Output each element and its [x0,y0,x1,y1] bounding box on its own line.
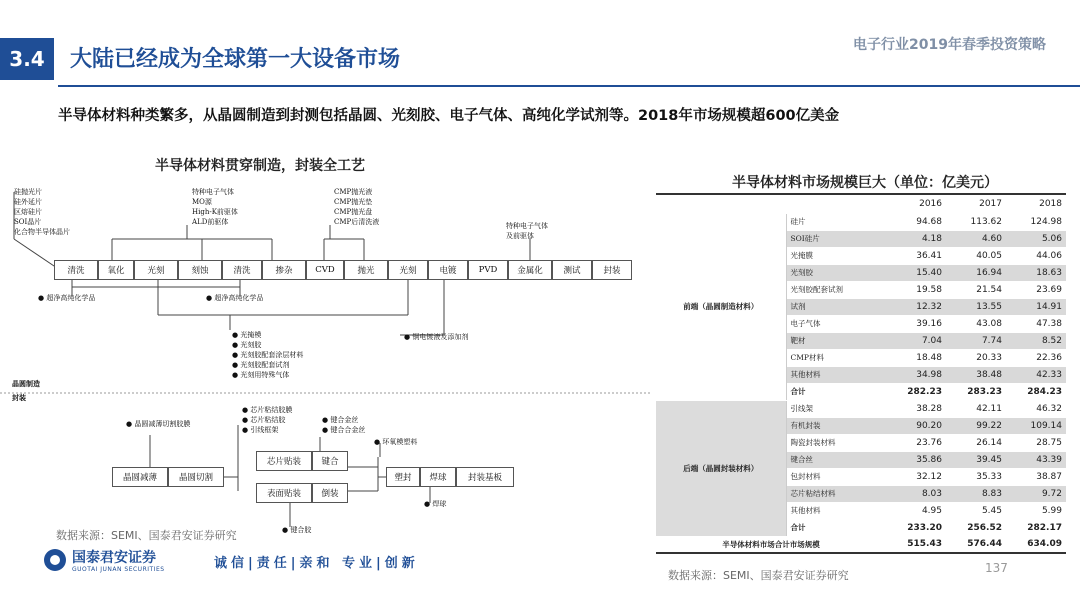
item-cell: 陶瓷封装材料 [786,434,886,451]
value-cell: 284.23 [1006,383,1066,400]
fab-step-2: 氧化 [98,260,134,280]
value-cell: 21.54 [946,281,1006,298]
item-cell: 包封材料 [786,468,886,485]
note-special-gas: 特种电子气体 及前驱体 [506,222,548,240]
value-cell: 8.03 [886,485,946,502]
value-cell: 26.14 [946,434,1006,451]
note-cmp: CMP抛光液 CMP抛光垫 CMP抛光盘 CMP后清洗液 [334,188,380,226]
value-cell: 15.40 [886,264,946,281]
item-cell: 合计 [786,519,886,536]
pkg-step-wire: 键合 [312,451,348,471]
note-chem-2: ● 超净高纯化学品 [206,294,264,302]
fab-step-11: PVD [468,260,508,280]
note-photo: ● 光掩模 ● 光刻胶 ● 光刻胶配套涂层材料 ● 光刻胶配套试剂 ● 光刻用特殊气体 [232,331,304,379]
value-cell: 18.48 [886,349,946,366]
market-size-table [656,196,1066,554]
value-cell: 109.14 [1006,417,1066,434]
note-plating: ● 铜电镀液及添加剂 [404,333,469,341]
value-cell: 35.33 [946,468,1006,485]
note-chem-1: ● 超净高纯化学品 [38,294,96,302]
value-cell: 4.95 [886,502,946,519]
process-diagram [0,175,650,545]
slide-title: 大陆已经成为全球第一大设备市场 [70,47,401,72]
item-cell: 引线架 [786,400,886,417]
pkg-step-thin: 晶圆减薄 [112,467,168,487]
value-cell: 8.52 [1006,332,1066,349]
value-cell: 44.06 [1006,247,1066,264]
value-cell: 32.12 [886,468,946,485]
item-cell: 电子气体 [786,315,886,332]
note-gases: 特种电子气体 MO源 High-K前驱体 ALD前驱体 [192,188,238,226]
value-cell: 42.33 [1006,366,1066,383]
company-motto: 诚信|责任|亲和 专业|创新 [214,556,419,571]
fab-step-8: 抛光 [344,260,388,280]
value-cell: 515.43 [886,536,946,553]
value-cell: 113.62 [946,213,1006,230]
value-cell: 282.23 [886,383,946,400]
value-cell: 22.36 [1006,349,1066,366]
value-cell: 23.76 [886,434,946,451]
table-row [656,536,1066,553]
value-cell: 13.55 [946,298,1006,315]
value-cell: 8.83 [946,485,1006,502]
fab-step-12: 金属化 [508,260,552,280]
table-body [656,213,1066,553]
item-cell: 试剂 [786,298,886,315]
item-cell: 靶材 [786,332,886,349]
value-cell: 5.45 [946,502,1006,519]
value-cell: 4.60 [946,230,1006,247]
value-cell: 12.32 [886,298,946,315]
fab-step-5: 清洗 [222,260,262,280]
fab-step-7: CVD [306,260,344,280]
value-cell: 256.52 [946,519,1006,536]
fab-step-14: 封装 [592,260,632,280]
value-cell: 94.68 [886,213,946,230]
item-cell: 硅片 [786,213,886,230]
value-cell: 34.98 [886,366,946,383]
year-header: 2017 [946,196,1006,213]
note-bond: ● 键合金丝 ● 键合合金丝 [322,416,366,434]
report-tag: 电子行业2019年春季投资策略 [853,37,1046,53]
fab-step-10: 电镀 [428,260,468,280]
value-cell: 14.91 [1006,298,1066,315]
note-bond-glue: ● 键合胶 [282,526,312,534]
category-cell: 前端（晶圆制造材料） [656,213,786,400]
pkg-step-cut: 晶圆切割 [168,467,224,487]
table-top-rule [656,193,1066,195]
item-cell: 光刻胶配套试剂 [786,281,886,298]
diagram-title: 半导体材料贯穿制造，封装全工艺 [155,158,365,174]
item-cell: 其他材料 [786,366,886,383]
fab-step-9: 光刻 [388,260,428,280]
item-cell: 合计 [786,383,886,400]
note-ball: ● 焊球 [424,500,447,508]
pkg-step-ball: 焊球 [420,467,456,487]
value-cell: 28.75 [1006,434,1066,451]
item-cell: 键合丝 [786,451,886,468]
section-pkg-label: 封装 [12,393,26,402]
header-rule [58,85,1080,87]
item-cell: 其他材料 [786,502,886,519]
fab-step-13: 测试 [552,260,592,280]
pkg-step-mold: 塑封 [386,467,420,487]
pkg-step-die: 芯片贴装 [256,451,312,471]
pkg-step-sub: 封装基板 [456,467,514,487]
left-source: 数据来源：SEMI、国泰君安证券研究 [56,529,237,542]
section-fab-label: 晶圆制造 [12,379,40,388]
value-cell: 47.38 [1006,315,1066,332]
value-cell: 23.69 [1006,281,1066,298]
note-mold: ● 环氧模塑料 [374,438,418,446]
summary-text: 半导体材料种类繁多，从晶圆制造到封测包括晶圆、光刻胶、电子气体、高纯化学试剂等。2018年市场规模超600亿美金 [58,108,840,124]
value-cell: 46.32 [1006,400,1066,417]
value-cell: 16.94 [946,264,1006,281]
value-cell: 35.86 [886,451,946,468]
item-cell: SOI硅片 [786,230,886,247]
value-cell: 124.98 [1006,213,1066,230]
value-cell: 36.41 [886,247,946,264]
item-cell: 芯片粘结材料 [786,485,886,502]
value-cell: 42.11 [946,400,1006,417]
pkg-step-flip: 倒装 [312,483,348,503]
fab-step-3: 光刻 [134,260,178,280]
note-wafers: 硅抛光片 硅外延片 区熔硅片 SOI晶片 化合物半导体晶片 [14,188,70,236]
value-cell: 4.18 [886,230,946,247]
table-row [656,213,1066,230]
table-header-row [656,196,1066,213]
value-cell: 233.20 [886,519,946,536]
pkg-step-smt: 表面贴装 [256,483,312,503]
item-cell: 半导体材料市场合计市场规模 [656,536,886,553]
year-header: 2018 [1006,196,1066,213]
table-title: 半导体材料市场规模巨大（单位：亿美元） [732,175,998,191]
value-cell: 282.17 [1006,519,1066,536]
value-cell: 634.09 [1006,536,1066,553]
fab-step-1: 清洗 [54,260,98,280]
value-cell: 40.05 [946,247,1006,264]
value-cell: 7.04 [886,332,946,349]
category-cell: 后端（晶圆封装材料） [656,400,786,536]
value-cell: 283.23 [946,383,1006,400]
page-number: 137 [985,561,1008,575]
value-cell: 90.20 [886,417,946,434]
right-source: 数据来源：SEMI、国泰君安证券研究 [668,569,849,582]
value-cell: 19.58 [886,281,946,298]
table-row [656,400,1066,417]
value-cell: 38.48 [946,366,1006,383]
year-header: 2016 [886,196,946,213]
value-cell: 39.16 [886,315,946,332]
value-cell: 38.28 [886,400,946,417]
value-cell: 18.63 [1006,264,1066,281]
value-cell: 5.99 [1006,502,1066,519]
note-film: ● 晶圆减薄切割胶膜 [126,420,191,428]
slide-number: 3.4 [0,38,54,80]
value-cell: 5.06 [1006,230,1066,247]
value-cell: 43.08 [946,315,1006,332]
value-cell: 9.72 [1006,485,1066,502]
value-cell: 43.39 [1006,451,1066,468]
brand-name-en: GUOTAI JUNAN SECURITIES [72,566,165,573]
item-cell: CMP材料 [786,349,886,366]
brand-name: 国泰君安证券 [72,550,156,566]
value-cell: 7.74 [946,332,1006,349]
fab-step-6: 掺杂 [262,260,306,280]
value-cell: 20.33 [946,349,1006,366]
logo-icon-inner [50,555,60,565]
item-cell: 有机封装 [786,417,886,434]
value-cell: 38.87 [1006,468,1066,485]
value-cell: 576.44 [946,536,1006,553]
item-cell: 光掩膜 [786,247,886,264]
value-cell: 39.45 [946,451,1006,468]
value-cell: 99.22 [946,417,1006,434]
item-cell: 光刻胶 [786,264,886,281]
note-die-attach: ● 芯片粘结胶膜 ● 芯片粘结胶 ● 引线框架 [242,406,293,434]
fab-step-4: 刻蚀 [178,260,222,280]
